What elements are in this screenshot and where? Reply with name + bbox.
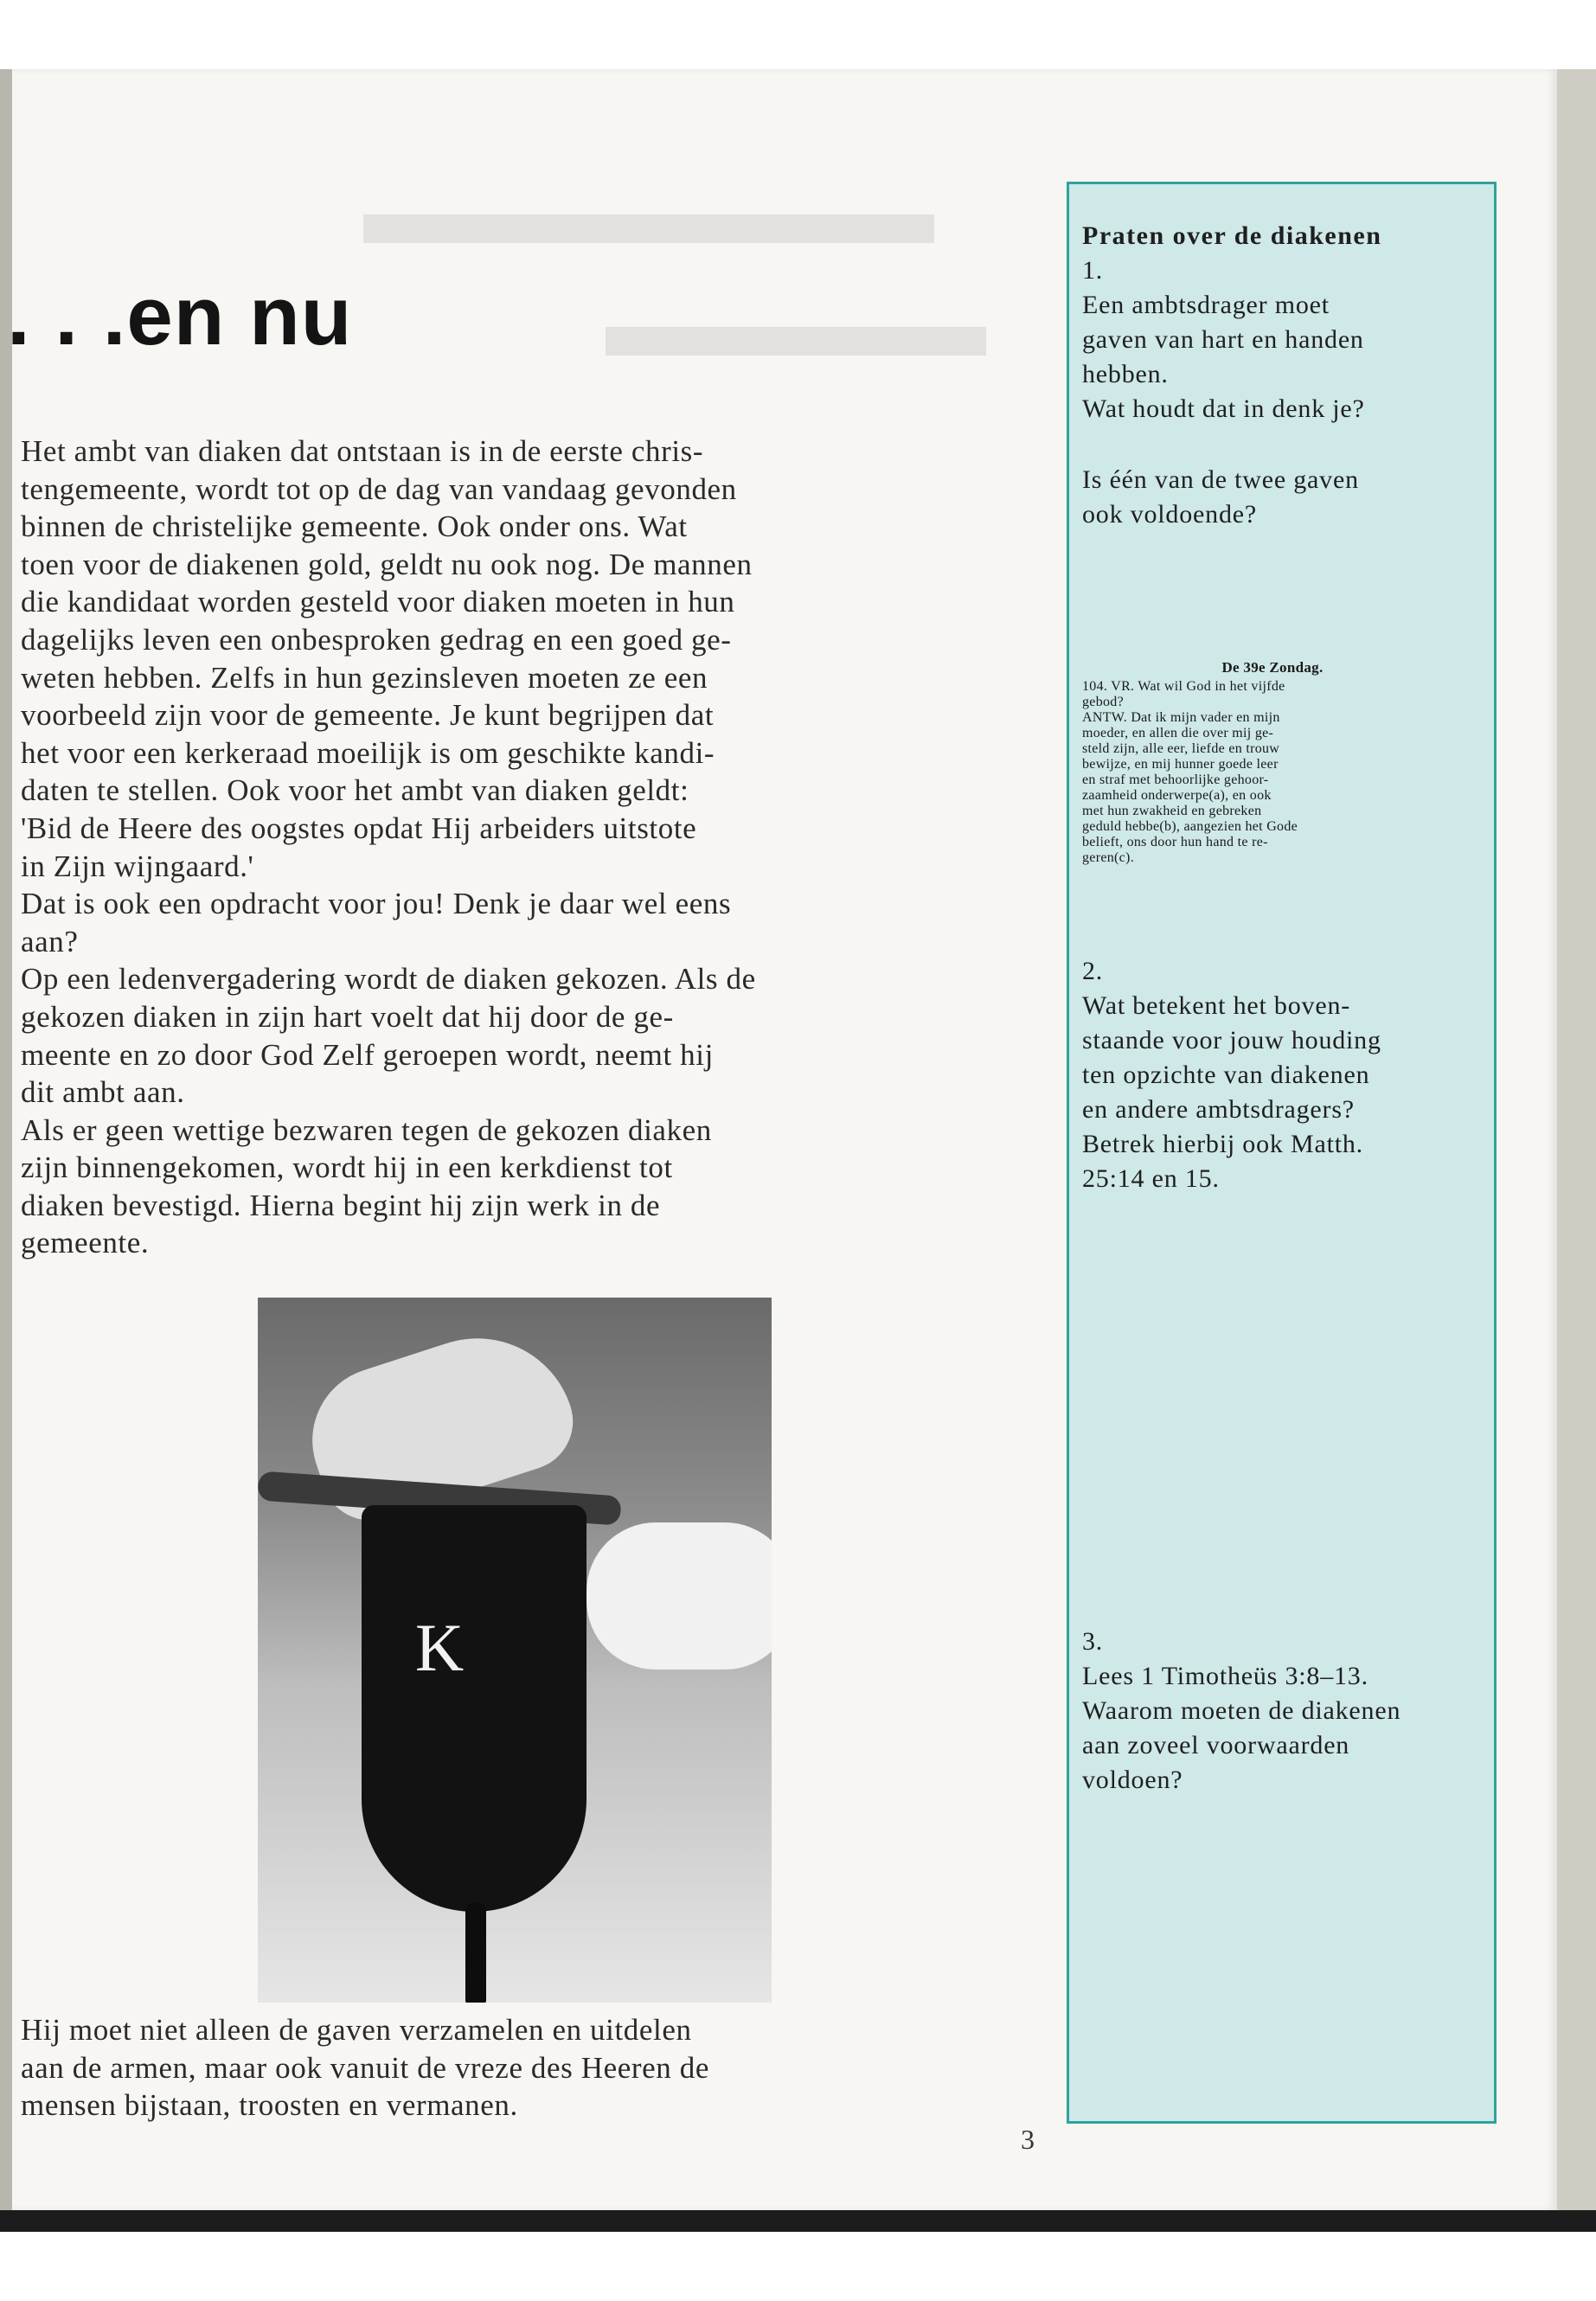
question-line: hebben. [1082,360,1169,388]
catechism-line: zaamheid onderwerpe(a), en ook [1082,788,1272,803]
question-1 [1082,253,1489,426]
body-line: toen voor de diakenen gold, geldt nu ook nog. De mannen [21,547,753,581]
question-2 [1082,954,1489,1196]
body-line: diaken bevestigd. Hierna begint hij zijn werk in de [21,1188,661,1222]
body-line: dit ambt aan. [21,1075,185,1110]
catechism-line: geduld hebbe(b), aangezien het Gode [1082,819,1298,834]
body-line: 'Bid de Heere des oogstes opdat Hij arbeiders uitstote [21,811,697,845]
scan-bottom-margin [0,2232,1596,2301]
question-line: Een ambtsdrager moet [1082,291,1330,319]
body-line: Op een ledenvergadering wordt de diaken gekozen. Als de [21,962,756,997]
question-line: ook voldoende? [1082,500,1257,529]
question-line: aan zoveel voorwaarden [1082,1731,1350,1759]
question-line: staande voor jouw houding [1082,1026,1381,1054]
question-line: 25:14 en 15. [1082,1164,1220,1193]
question-line: Wat houdt dat in denk je? [1082,394,1365,423]
catechism-excerpt [1082,660,1463,866]
body-line: die kandidaat worden gesteld voor diaken moeten in hun [21,585,735,619]
catechism-line: ANTW. Dat ik mijn vader en mijn [1082,710,1280,725]
question-line: Lees 1 Timotheüs 3:8–13. [1082,1662,1368,1690]
catechism-line: en straf met behoorlijke gehoor- [1082,772,1269,787]
photo-bag-letter: K [414,1610,465,1685]
page-headline: . . .en nu [7,270,353,362]
question-line: Wat betekent het boven- [1082,991,1351,1020]
page-left-edge [0,69,12,2210]
catechism-line: moeder, en allen die over mij ge- [1082,726,1274,740]
photo-hand [586,1522,772,1670]
page-right-edge [1557,69,1596,2210]
question-line: 1. [1082,256,1104,285]
catechism-line: steld zijn, alle eer, liefde en trouw [1082,741,1280,756]
body-line: Het ambt van diaken dat ontstaan is in de eerste chris- [21,434,704,468]
body-line: in Zijn wijngaard.' [21,849,254,883]
catechism-line: met hun zwakheid en gebreken [1082,804,1262,818]
body-line: voorbeeld zijn voor de gemeente. Je kunt begrijpen dat [21,698,715,733]
body-line: tengemeente, wordt tot op de dag van vandaag gevonden [21,471,737,506]
collection-bag-photo [258,1298,772,2003]
body-line: binnen de christelijke gemeente. Ook onder ons. Wat [21,510,688,544]
catechism-line: belieft, ons door hun hand te re- [1082,835,1268,849]
question-line: voldoen? [1082,1766,1183,1794]
body-line: dagelijks leven een onbesproken gedrag en een goed ge- [21,622,732,657]
body-line: gekozen diaken in zijn hart voelt dat hij door de ge- [21,999,674,1034]
question-line: Waarom moeten de diakenen [1082,1696,1401,1725]
bleed-through-shape: ▬▬▬▬▬▬ [363,157,934,264]
body-line: gemeente. [21,1226,150,1260]
scan-top-margin [0,0,1596,69]
body-line: daten te stellen. Ook voor het ambt van diaken geldt: [21,773,689,808]
photo-collection-bag [362,1505,586,1912]
question-line: gaven van hart en handen [1082,325,1364,354]
photo-caption [21,2011,938,2125]
page-number: 3 [1021,2124,1035,2155]
body-text [21,433,938,1262]
body-line: Als er geen wettige bezwaren tegen de gekozen diaken [21,1112,712,1147]
photo-bag-tassel [465,1903,486,2003]
body-line: zijn binnengekomen, wordt hij in een kerkdienst tot [21,1150,673,1185]
caption-line: aan de armen, maar ook vanuit de vreze des Heeren de [21,2050,709,2085]
catechism-title: De 39e Zondag. [1221,659,1324,676]
body-line: weten hebben. Zelfs in hun gezinsleven moeten ze een [21,660,708,695]
question-line: Betrek hierbij ook Matth. [1082,1130,1363,1158]
question-line: Is één van de twee gaven [1082,465,1359,494]
question-line: 2. [1082,957,1104,985]
body-line: aan? [21,924,79,958]
question-1-followup [1082,463,1489,532]
question-line: 3. [1082,1627,1104,1656]
bleed-through-shape: ▬▬▬▬ [606,270,986,376]
question-line: ten opzichte van diakenen [1082,1061,1370,1089]
question-3 [1082,1625,1489,1798]
body-line: Dat is ook een opdracht voor jou! Denk je daar wel eens [21,887,732,921]
caption-line: mensen bijstaan, troosten en vermanen. [21,2088,518,2123]
body-line: het voor een kerkeraad moeilijk is om geschikte kandi- [21,735,715,770]
caption-line: Hij moet niet alleen de gaven verzamelen en uitdelen [21,2013,692,2047]
catechism-line: gebod? [1082,695,1125,709]
catechism-line: 104. VR. Wat wil God in het vijfde [1082,679,1285,694]
scan-bottom-strip [0,2210,1596,2232]
discussion-sidebar [1067,182,1497,2124]
question-line: en andere ambtsdragers? [1082,1095,1355,1124]
catechism-line: geren(c). [1082,850,1134,865]
body-line: meente en zo door God Zelf geroepen wordt, neemt hij [21,1037,714,1072]
catechism-line: bewijze, en mij hunner goede leer [1082,757,1279,772]
sidebar-heading: Praten over de diakenen [1082,221,1382,250]
